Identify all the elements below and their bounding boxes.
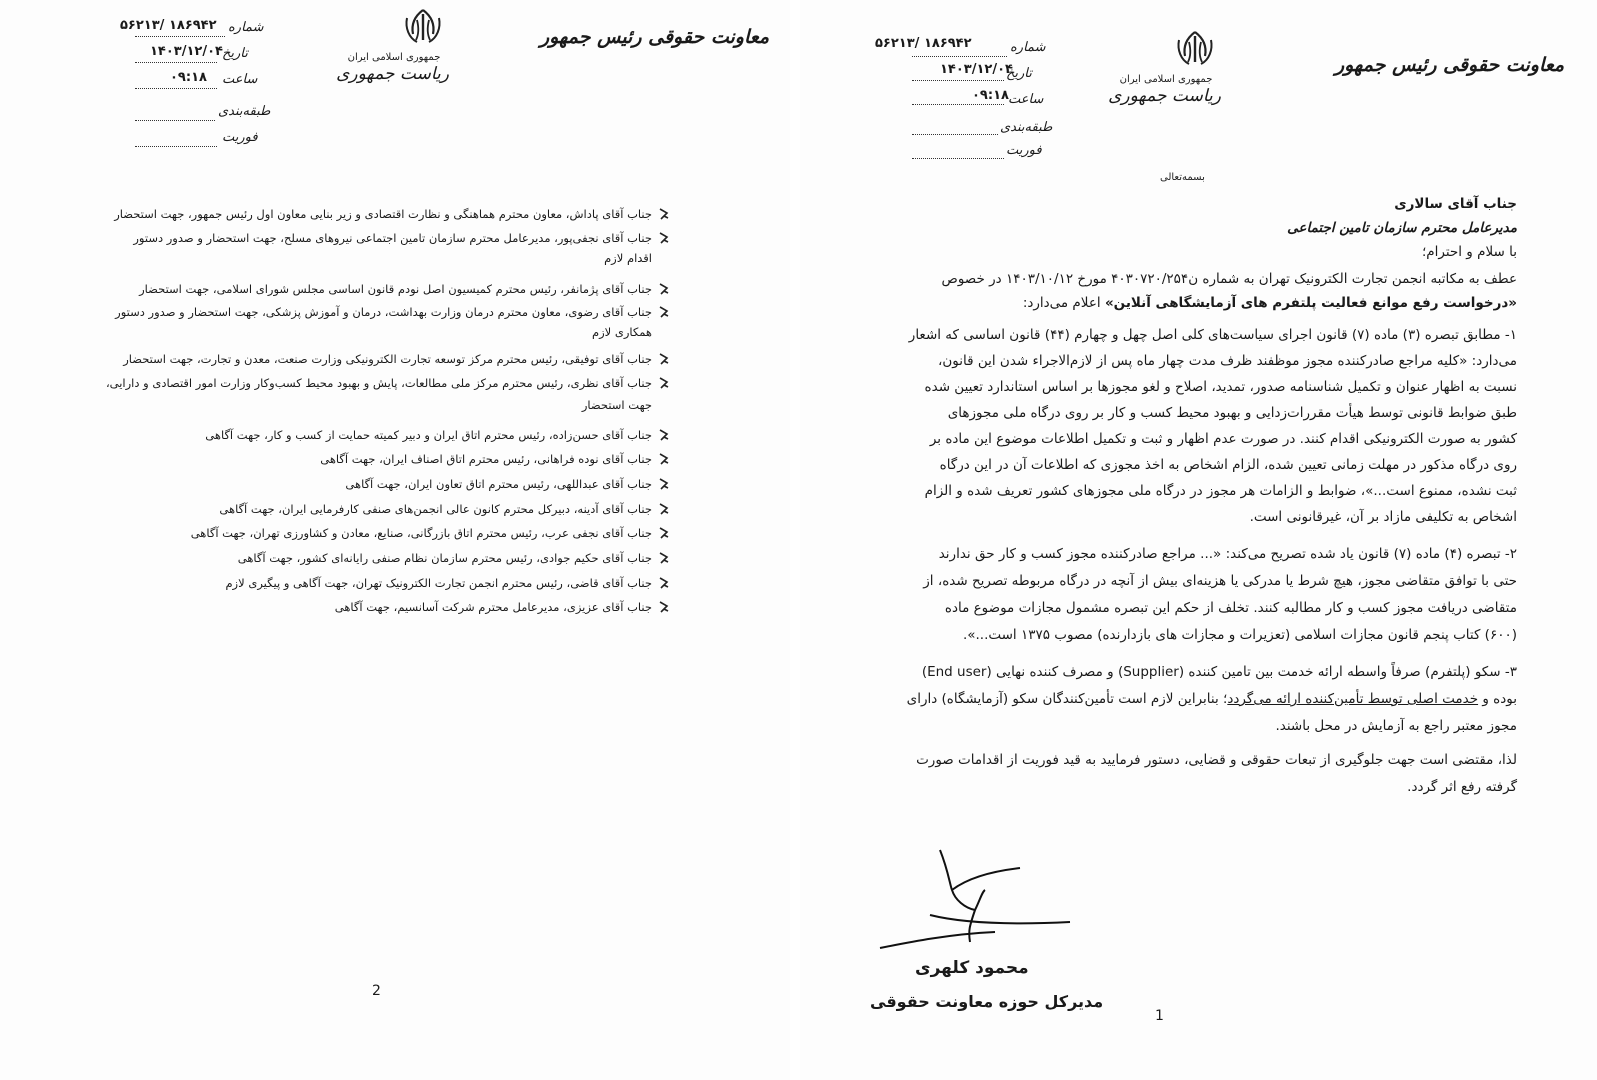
date-value: ۱۴۰۳/۱۲/۰۴ [150, 44, 223, 59]
urgency-label: فوریت [1006, 143, 1042, 158]
bullet-mark-icon [658, 502, 670, 516]
cc-item [335, 598, 670, 616]
signature-scribble [870, 830, 1090, 960]
time-value: ۰۹:۱۸ [972, 88, 1009, 103]
cc-item-text: جناب آقای حسن‌زاده، رئیس محترم اتاق ایران و دبیر کمیته حمایت از کسب و کار، جهت آگاهی [205, 428, 652, 442]
closing-line: گرفته رفع اثر گردد. [1407, 779, 1517, 795]
emblem-logo [1140, 28, 1217, 72]
page-number: 2 [372, 983, 381, 999]
signatory-name: محمود کلهری [915, 958, 1029, 978]
bullet-mark-icon [658, 477, 670, 491]
para1-line: می‌دارد: «کلیه مراجع صادرکننده مجوز موظفند ظرف مدت چهار ماه پس از لازم‌الاجراء شدن این قانون، [938, 353, 1517, 369]
para2-line: (۶۰۰) کتاب پنجم قانون مجازات اسلامی (تعزیرات و مجازات های بازدارنده) مصوب ۱۳۷۵ است...». [962, 627, 1517, 643]
cc-item [225, 574, 670, 592]
cc-item [320, 450, 670, 468]
bullet-mark-icon [658, 600, 670, 614]
bismillah: بسمه‌تعالی [1160, 172, 1205, 183]
number-value: ۵۶۲۱۳/ ۱۸۶۹۴۲ [120, 18, 217, 33]
org-title: معاونت حقوقی رئیس جمهور [1335, 54, 1565, 76]
cc-item-text: جناب آقای عبداللهی، رئیس محترم اتاق تعاون ایران، جهت آگاهی [345, 477, 652, 491]
cc-item-text: جناب آقای رضوی، معاون محترم درمان وزارت بهداشت، درمان و آموزش پزشکی، جهت استحضار و صدور دستور [115, 305, 652, 319]
para2-line: حتی با توافق متقاضی مجوز، هیچ شرط یا مدرکی یا هزینه‌ای بیش از آنچه در درگاه مربوطه تصریح شده، از [923, 573, 1517, 589]
bullet-mark-icon [658, 526, 670, 540]
page-1-sheet [800, 0, 1597, 1080]
emblem-caption-small: جمهوری اسلامی ایران [347, 52, 441, 63]
cc-item-text: جناب آقای قاضی، رئیس محترم انجمن تجارت الکترونیک تهران، جهت آگاهی و پیگیری لازم [225, 576, 652, 590]
cc-item [205, 426, 670, 444]
intro-line: عطف به مکاتبه انجمن تجارت الکترونیک تهران به شماره ن۴۰۳۰۷۲۰/۲۵۴ مورخ ۱۴۰۳/۱۰/۱۲ در خصوص [941, 271, 1517, 287]
para2-line: متقاضی دریافت مجوز کسب و کار مطالبه کنند. تخلف از حکم این تبصره مشمول مجازات موضوع ماده [944, 600, 1517, 616]
page-2-sheet [0, 0, 790, 1080]
bullet-mark-icon [658, 352, 670, 366]
para1-line: کشور به صورت الکترونیکی اقدام کنند. در صورت عدم اظهار و ثبت و تکمیل اطلاعات موضوع این ماده بر [929, 431, 1517, 447]
bullet-mark-icon [658, 231, 670, 245]
cc-item [191, 524, 670, 542]
number-label: شماره [1010, 40, 1046, 55]
para1-line: روی درگاه مذکور در مهلت زمانی تعیین شده، الزام اشخاص به اخذ مجوزی که اطلاعات آن در این درگاه [939, 457, 1517, 473]
para1-line: نسبت به اظهار عنوان و تکمیل شناسنامه صدور، تمدید، اصلاح و لغو مجوزها بر اساس استاندارد تعیین شده [924, 379, 1517, 395]
cc-item-text: جناب آقای پاداش، معاون محترم هماهنگی و نظارت اقتصادی و زیر بنایی معاون اول رئیس جمهور، جهت استحضار [114, 207, 652, 221]
classification-label: طبقه‌بندی [1000, 120, 1053, 135]
cc-item [123, 350, 670, 368]
addressee-name: جناب آقای سالاری [1394, 196, 1517, 212]
cc-item [238, 549, 670, 567]
bullet-mark-icon [658, 305, 670, 319]
emblem-caption-main: ریاست جمهوری [336, 64, 449, 84]
greeting: با سلام و احترام؛ [1421, 244, 1517, 260]
page-number: 1 [1155, 1008, 1164, 1024]
urgency-label: فوریت [222, 130, 258, 145]
cc-item [114, 205, 670, 223]
bullet-mark-icon [658, 428, 670, 442]
closing-line: لذا، مقتضی است جهت جلوگیری از تبعات حقوقی و قضایی، دستور فرمایید به قید فوریت از اقدامات صورت [916, 752, 1517, 768]
bullet-mark-icon [658, 576, 670, 590]
cc-item-continuation: اقدام لازم [604, 251, 652, 265]
time-value: ۰۹:۱۸ [170, 70, 207, 85]
cc-item [115, 303, 670, 321]
cc-item-text: جناب آقای نجفی عرب، رئیس محترم اتاق بازرگانی، صنایع، معادن و کشاورزی تهران، جهت آگاهی [190, 526, 652, 540]
time-label: ساعت [222, 72, 258, 87]
classification-label: طبقه‌بندی [218, 104, 271, 119]
emblem-caption-main: ریاست جمهوری [1108, 86, 1221, 106]
para3-line [907, 691, 1517, 707]
bullet-mark-icon [658, 207, 670, 221]
cc-item-text: جناب آقای آدینه، دبیرکل محترم کانون عالی انجمن‌های صنفی کارفرمایی ایران، جهت آگاهی [219, 502, 652, 516]
para1-line: اشخاص به تکلیفی مازاد بر آن، غیرقانونی است. [1249, 509, 1517, 525]
para1-line: ۱- مطابق تبصره (۳) ماده (۷) قانون اجرای سیاست‌های کلی اصل چهل و چهارم (۴۴) قانون اساسی که اشعار [908, 327, 1517, 343]
cc-item-text: جناب آقای عزیزی، مدیرعامل محترم شرکت آسانسیم، جهت آگاهی [334, 600, 652, 614]
para3-underlined-text: خدمت اصلی توسط تأمین‌کننده ارائه می‌گردد [1227, 691, 1479, 707]
cc-item-continuation: جهت استحضار [581, 398, 652, 412]
cc-item-text: جناب آقای نجفی‌پور، مدیرعامل محترم سازمان تامین اجتماعی نیروهای مسلح، جهت استحضار و صدور دستور [133, 231, 652, 245]
time-label: ساعت [1008, 92, 1044, 107]
para2-line: ۲- تبصره (۴) ماده (۷) قانون یاد شده تصریح می‌کند: «... مراجع صادرکننده مجوز کسب و کار حق ندارند [938, 546, 1517, 562]
emblem-logo [368, 6, 445, 50]
para1-line: طبق ضوابط قانونی توسط هیأت مقررات‌زدایی و بهبود محیط کسب و کار بر روی درگاه ملی مجوزهای [947, 405, 1517, 421]
subject-text: «درخواست رفع موانع فعالیت پلتفرم های آزمایشگاهی آنلاین» [1104, 295, 1517, 311]
cc-item-text: جناب آقای حکیم جوادی، رئیس محترم سازمان نظام صنفی رایانه‌ای کشور، جهت آگاهی [237, 551, 652, 565]
bullet-mark-icon [658, 282, 670, 296]
cc-item [345, 475, 670, 493]
cc-item [106, 374, 670, 392]
cc-item [139, 280, 670, 298]
cc-item [133, 229, 670, 247]
date-label: تاریخ [222, 46, 248, 61]
signatory-title: مدیرکل حوزه معاونت حقوقی [870, 992, 1104, 1011]
addressee-title: مدیرعامل محترم سازمان تامین اجتماعی [1287, 220, 1517, 236]
cc-item-text: جناب آقای توفیقی، رئیس محترم مرکز توسعه تجارت الکترونیکی وزارت صنعت، معدن و تجارت، جهت استحضار [123, 352, 652, 366]
para3-text: بوده و [1478, 691, 1517, 707]
intro-line-end: اعلام می‌دارد: [1022, 295, 1105, 311]
intro-line [1023, 295, 1517, 311]
cc-item-text: جناب آقای نوده فراهانی، رئیس محترم اتاق اصناف ایران، جهت آگاهی [320, 452, 652, 466]
org-title: معاونت حقوقی رئیس جمهور [540, 26, 770, 48]
number-label: شماره [228, 20, 264, 35]
bullet-mark-icon [658, 376, 670, 390]
number-value: ۵۶۲۱۳/ ۱۸۶۹۴۲ [875, 36, 972, 51]
cc-item [219, 500, 670, 518]
para3-line: مجوز معتبر راجع به آزمایش در محل باشند. [1275, 718, 1517, 734]
para1-line: ثبت نشده، ممنوع است...»، ضوابط و الزامات هر مجوز در درگاه ملی مجوزهای کشور تعریف شده و الزام [924, 483, 1517, 499]
cc-item-continuation: همکاری لازم [591, 325, 652, 339]
cc-item-text: جناب آقای نظری، رئیس محترم مرکز ملی مطالعات، پایش و بهبود محیط کسب‌وکار وزارت امور اقتصادی و دارایی، [105, 376, 652, 390]
para3-text: ؛ بنابراین لازم است تأمین‌کنندگان سکو (آزمایشگاه) دارای [906, 691, 1228, 707]
bullet-mark-icon [658, 551, 670, 565]
cc-item-text: جناب آقای پژمانفر، رئیس محترم کمیسیون اصل نودم قانون اساسی مجلس شورای اسلامی، جهت استحضار [139, 282, 652, 296]
emblem-caption-small: جمهوری اسلامی ایران [1119, 74, 1213, 85]
bullet-mark-icon [658, 452, 670, 466]
date-label: تاریخ [1006, 66, 1032, 81]
date-value: ۱۴۰۳/۱۲/۰۴ [940, 62, 1013, 77]
para3-line: ۳- سکو (پلتفرم) صرفاً واسطه ارائه خدمت بین تامین کننده (Supplier) و مصرف کننده نهایی (End user) [921, 664, 1517, 680]
